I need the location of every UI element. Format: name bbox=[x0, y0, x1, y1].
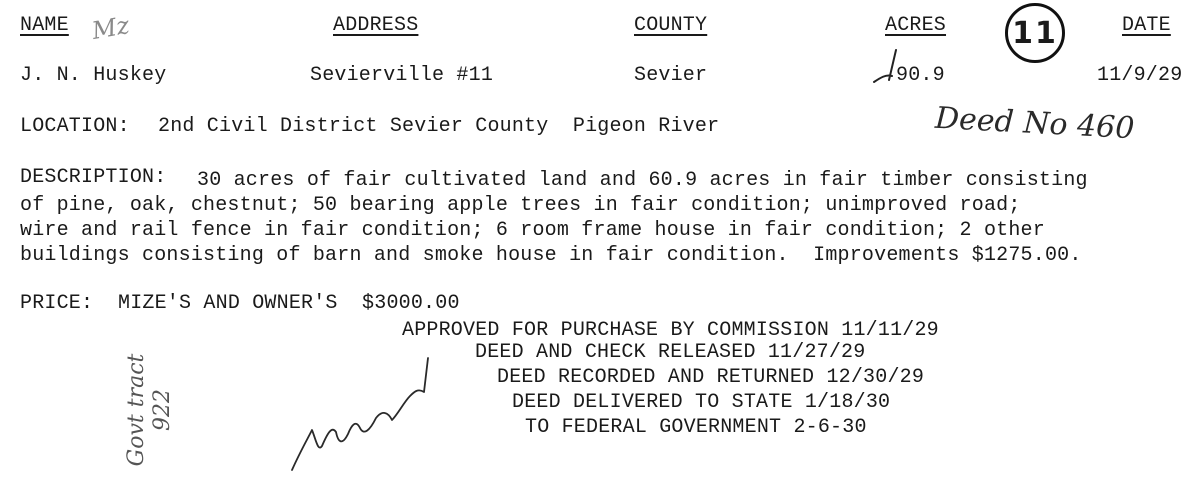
acreage-check-mark bbox=[874, 50, 896, 82]
price-value: MIZE'S AND OWNER'S $3000.00 bbox=[118, 292, 460, 315]
handwritten-initials: Mz bbox=[89, 10, 132, 46]
record-date: 11/9/29 bbox=[1097, 64, 1183, 87]
header-address: ADDRESS bbox=[333, 14, 419, 37]
status-deed-released: DEED AND CHECK RELEASED 11/27/29 bbox=[475, 341, 866, 364]
status-federal-government: TO FEDERAL GOVERNMENT 2-6-30 bbox=[525, 416, 867, 439]
location-value: 2nd Civil District Sevier County Pigeon River bbox=[158, 115, 720, 138]
tract-number: 11 bbox=[1012, 15, 1058, 51]
location-label: LOCATION: bbox=[20, 115, 130, 138]
header-acres: ACRES bbox=[885, 14, 947, 37]
owner-county: Sevier bbox=[634, 64, 708, 87]
description-line-1: 30 acres of fair cultivated land and 60.9 acres in fair timber consisting bbox=[197, 169, 1088, 192]
acreage-value: 90.9 bbox=[896, 64, 945, 87]
owner-address: Sevierville #11 bbox=[310, 64, 494, 87]
govt-tract-line-2: 922 bbox=[150, 389, 175, 431]
owner-name: J. N. Huskey bbox=[20, 64, 167, 87]
header-county: COUNTY bbox=[634, 14, 708, 37]
description-line-4: buildings consisting of barn and smoke house in fair condition. Improvements $1275.00. bbox=[20, 244, 1082, 267]
status-deed-recorded: DEED RECORDED AND RETURNED 12/30/29 bbox=[497, 366, 925, 389]
description-line-3: wire and rail fence in fair condition; 6 room frame house in fair condition; 2 other bbox=[20, 219, 1045, 242]
govt-tract-line-1: Govt tract bbox=[124, 353, 149, 467]
handwritten-deed-number: Deed No 460 bbox=[934, 100, 1136, 147]
description-line-2: of pine, oak, chestnut; 50 bearing apple trees in fair condition; unimproved road; bbox=[20, 194, 1021, 217]
status-approved: APPROVED FOR PURCHASE BY COMMISSION 11/11/29 bbox=[402, 319, 939, 342]
header-name: NAME bbox=[20, 14, 69, 37]
price-label: PRICE: bbox=[20, 292, 94, 315]
description-label: DESCRIPTION: bbox=[20, 166, 167, 189]
header-date: DATE bbox=[1122, 14, 1171, 37]
signature-scrawl bbox=[292, 358, 428, 470]
status-deed-delivered: DEED DELIVERED TO STATE 1/18/30 bbox=[512, 391, 891, 414]
